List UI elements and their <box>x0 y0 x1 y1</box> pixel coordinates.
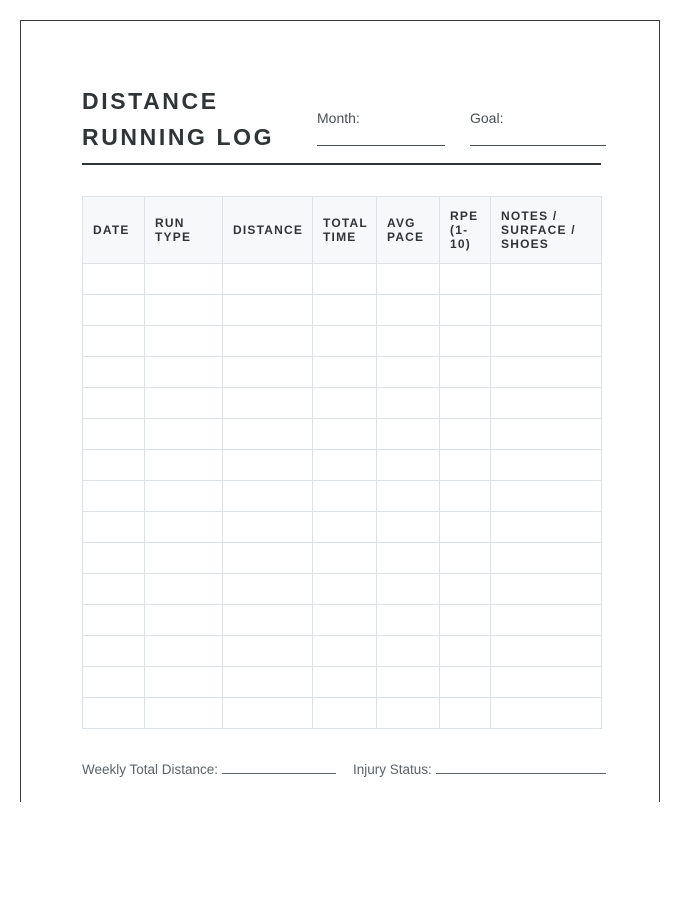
goal-field[interactable] <box>470 145 606 146</box>
table-cell[interactable] <box>313 357 377 388</box>
table-cell[interactable] <box>223 574 313 605</box>
table-cell[interactable] <box>440 667 491 698</box>
table-row <box>83 698 602 729</box>
table-cell[interactable] <box>223 357 313 388</box>
column-header-total-time: TOTAL TIME <box>313 197 377 264</box>
table-cell[interactable] <box>145 636 223 667</box>
table-cell[interactable] <box>145 605 223 636</box>
table-row <box>83 264 602 295</box>
table-cell[interactable] <box>223 636 313 667</box>
table-cell[interactable] <box>440 295 491 326</box>
table-cell[interactable] <box>83 481 145 512</box>
table-cell[interactable] <box>145 450 223 481</box>
table-cell[interactable] <box>440 450 491 481</box>
table-cell[interactable] <box>83 698 145 729</box>
table-row <box>83 636 602 667</box>
table-row <box>83 481 602 512</box>
table-cell[interactable] <box>83 450 145 481</box>
table-cell[interactable] <box>223 543 313 574</box>
table-cell[interactable] <box>83 419 145 450</box>
table-row <box>83 326 602 357</box>
table-body <box>83 264 602 729</box>
table-cell[interactable] <box>491 326 602 357</box>
table-cell[interactable] <box>223 605 313 636</box>
table-cell[interactable] <box>313 295 377 326</box>
table-cell[interactable] <box>145 295 223 326</box>
table-cell[interactable] <box>83 512 145 543</box>
header-divider <box>82 163 601 165</box>
table-cell[interactable] <box>83 326 145 357</box>
injury-status-field[interactable] <box>436 761 606 774</box>
title-line-1: DISTANCE <box>82 88 219 114</box>
column-header-notes: NOTES / SURFACE / SHOES <box>491 197 602 264</box>
table-cell[interactable] <box>223 450 313 481</box>
table-cell[interactable] <box>83 574 145 605</box>
table-row <box>83 388 602 419</box>
column-header-date: DATE <box>83 197 145 264</box>
table-cell[interactable] <box>377 543 440 574</box>
table-cell[interactable] <box>223 264 313 295</box>
column-header-rpe: RPE (1-10) <box>440 197 491 264</box>
table-cell[interactable] <box>440 388 491 419</box>
table-cell[interactable] <box>313 419 377 450</box>
table-cell[interactable] <box>440 698 491 729</box>
table-cell[interactable] <box>491 295 602 326</box>
table-row <box>83 543 602 574</box>
table-cell[interactable] <box>440 481 491 512</box>
table-cell[interactable] <box>377 264 440 295</box>
table-cell[interactable] <box>377 574 440 605</box>
table-row <box>83 295 602 326</box>
table-cell[interactable] <box>491 450 602 481</box>
table-cell[interactable] <box>223 388 313 419</box>
table-cell[interactable] <box>491 357 602 388</box>
table-row <box>83 419 602 450</box>
table-cell[interactable] <box>223 419 313 450</box>
table-cell[interactable] <box>145 481 223 512</box>
table-cell[interactable] <box>440 605 491 636</box>
table-cell[interactable] <box>313 481 377 512</box>
table-cell[interactable] <box>377 698 440 729</box>
table-row <box>83 357 602 388</box>
table-cell[interactable] <box>440 512 491 543</box>
table-cell[interactable] <box>491 636 602 667</box>
month-label: Month: <box>317 110 360 126</box>
table-cell[interactable] <box>377 357 440 388</box>
table-cell[interactable] <box>377 295 440 326</box>
injury-status-label: Injury Status: <box>353 762 432 777</box>
table-cell[interactable] <box>145 388 223 419</box>
table-cell[interactable] <box>313 388 377 419</box>
table-cell[interactable] <box>145 264 223 295</box>
table-cell[interactable] <box>491 388 602 419</box>
table-cell[interactable] <box>145 667 223 698</box>
table-cell[interactable] <box>83 605 145 636</box>
table-cell[interactable] <box>223 512 313 543</box>
table-header-row <box>83 197 602 264</box>
table-row <box>83 605 602 636</box>
table-cell[interactable] <box>313 543 377 574</box>
table-row <box>83 450 602 481</box>
table-cell[interactable] <box>145 419 223 450</box>
table-cell[interactable] <box>313 264 377 295</box>
weekly-total-distance <box>82 761 336 777</box>
table-cell[interactable] <box>491 543 602 574</box>
table-row <box>83 574 602 605</box>
table-cell[interactable] <box>377 326 440 357</box>
table-cell[interactable] <box>313 698 377 729</box>
table-cell[interactable] <box>377 605 440 636</box>
table-cell[interactable] <box>313 605 377 636</box>
column-header-run-type: RUN TYPE <box>145 197 223 264</box>
table-cell[interactable] <box>145 574 223 605</box>
table-cell[interactable] <box>491 667 602 698</box>
table-cell[interactable] <box>491 512 602 543</box>
table-cell[interactable] <box>145 543 223 574</box>
table-cell[interactable] <box>223 481 313 512</box>
table-row <box>83 512 602 543</box>
weekly-total-field[interactable] <box>222 761 336 774</box>
table-cell[interactable] <box>313 574 377 605</box>
table-cell[interactable] <box>377 481 440 512</box>
table-cell[interactable] <box>440 326 491 357</box>
log-sheet <box>20 20 660 802</box>
table-cell[interactable] <box>223 295 313 326</box>
table-cell[interactable] <box>377 636 440 667</box>
table-cell[interactable] <box>491 264 602 295</box>
table-cell[interactable] <box>83 636 145 667</box>
table-cell[interactable] <box>145 357 223 388</box>
month-field[interactable] <box>317 145 445 146</box>
table-cell[interactable] <box>313 667 377 698</box>
table-cell[interactable] <box>83 667 145 698</box>
table-cell[interactable] <box>223 326 313 357</box>
table-cell[interactable] <box>377 450 440 481</box>
weekly-total-label: Weekly Total Distance: <box>82 762 219 777</box>
table-cell[interactable] <box>145 698 223 729</box>
page-title <box>82 83 274 155</box>
table-cell[interactable] <box>377 667 440 698</box>
table-cell[interactable] <box>83 264 145 295</box>
table-cell[interactable] <box>377 388 440 419</box>
table-cell[interactable] <box>313 636 377 667</box>
table-cell[interactable] <box>83 357 145 388</box>
table-cell[interactable] <box>440 543 491 574</box>
table-cell[interactable] <box>83 388 145 419</box>
table-cell[interactable] <box>313 450 377 481</box>
table-cell[interactable] <box>440 264 491 295</box>
table-cell[interactable] <box>491 574 602 605</box>
column-header-distance: DISTANCE <box>223 197 313 264</box>
column-header-avg-pace: AVG PACE <box>377 197 440 264</box>
table-row <box>83 667 602 698</box>
table-cell[interactable] <box>83 295 145 326</box>
table-cell[interactable] <box>440 357 491 388</box>
table-cell[interactable] <box>491 698 602 729</box>
table-cell[interactable] <box>145 512 223 543</box>
title-line-2: RUNNING LOG <box>82 124 275 150</box>
table-cell[interactable] <box>491 419 602 450</box>
table-cell[interactable] <box>440 636 491 667</box>
table-cell[interactable] <box>83 543 145 574</box>
table-cell[interactable] <box>377 419 440 450</box>
running-log-table <box>82 196 602 729</box>
table-cell[interactable] <box>440 574 491 605</box>
table-cell[interactable] <box>223 667 313 698</box>
table-cell[interactable] <box>491 605 602 636</box>
goal-label: Goal: <box>470 110 504 126</box>
injury-status <box>353 761 606 777</box>
table-cell[interactable] <box>377 512 440 543</box>
table-cell[interactable] <box>491 481 602 512</box>
table-cell[interactable] <box>145 326 223 357</box>
table-cell[interactable] <box>313 512 377 543</box>
table-cell[interactable] <box>223 698 313 729</box>
table-cell[interactable] <box>313 326 377 357</box>
table-cell[interactable] <box>440 419 491 450</box>
